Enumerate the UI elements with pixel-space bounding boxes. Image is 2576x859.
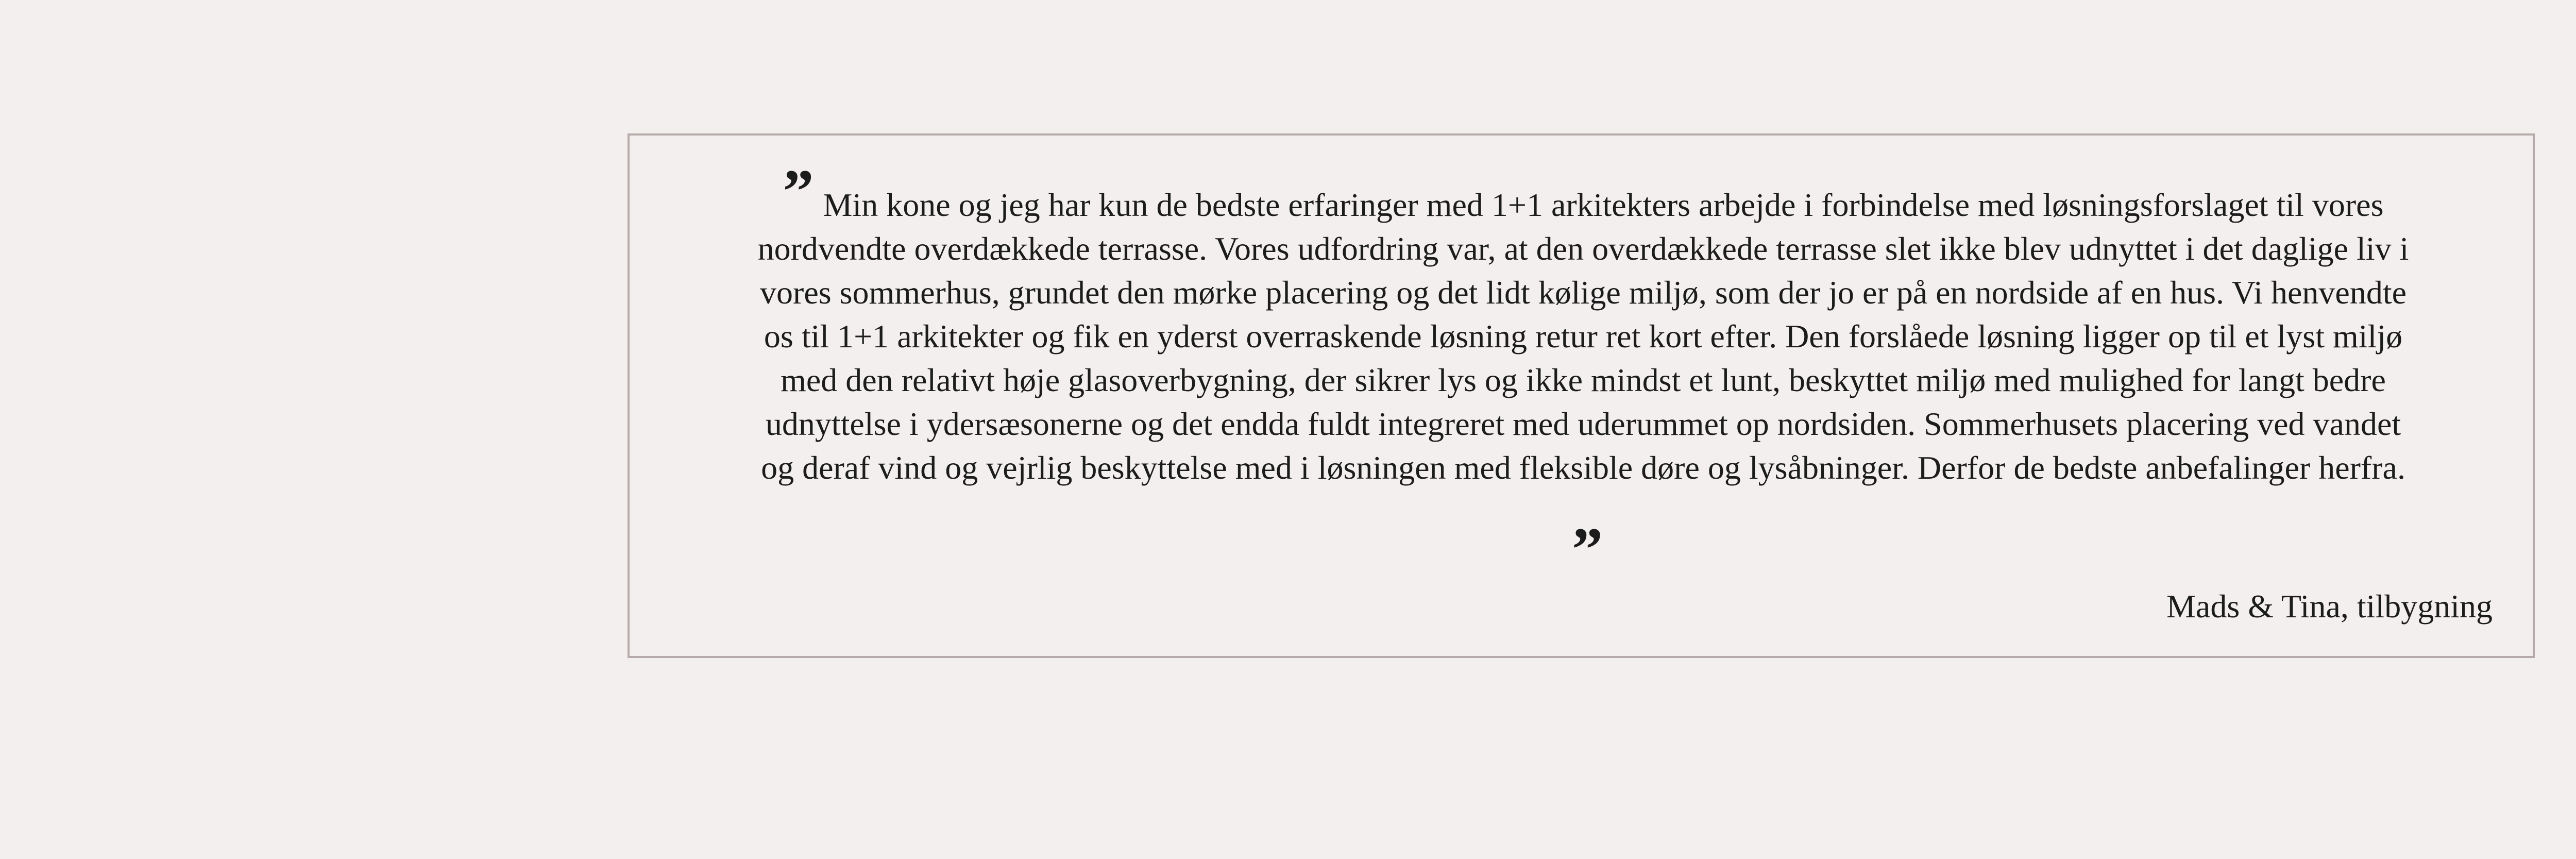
testimonial-card [628,133,2535,658]
testimonial-text: Min kone og jeg har kun de bedste erfaringer med 1+1 arkitekters arbejde i forbindelse med løsningsforslaget til vores nordvendte overdækkede terrasse. Vores udfordring var, at den overdækkede terrasse slet ikke blev udnyttet i det daglige liv i vores sommerhus, grundet den mørke placering og det lidt kølige miljø, som der jo er på en nordside af en hus. Vi henvendte os til 1+1 arkitekter og fik en yderst overraskende løsning retur ret kort efter. Den forslåede løsning ligger op til et lyst miljø med den relativt høje glasoverbygning, der sikrer lys og ikke mindst et lunt, beskyttet miljø med mulighed for langt bedre udnyttelse i ydersæsonerne og det endda fuldt integreret med uderummet op nordsiden. Sommerhusets placering ved vandet og deraf vind og vejrlig beskyttelse med i løsningen med fleksible døre og lysåbninger. Derfor de bedste anbefalinger herfra. [757,187,2409,486]
testimonial-quote: ” Min kone og jeg har kun de bedste erfaringer med 1+1 arkitekters arbejde i forbindelse med løsningsforslaget til vores nordvendte overdækkede terrasse. Vores udfordring var, at den overdækkede terrasse slet ikke blev udnyttet i det daglige liv i vores sommerhus, grundet den mørke placering og det lidt kølige miljø, som der jo er på en nordside af en hus. Vi henvendte os til 1+1 arkitekter og fik en yderst overraskende løsning retur ret kort efter. Den forslåede løsning ligger op til et lyst miljø med den relativt høje glasoverbygning, der sikrer lys og ikke mindst et lunt, beskyttet miljø med mulighed for langt bedre udnyttelse i ydersæsonerne og det endda fuldt integreret med uderummet op nordsiden. Sommerhusets placering ved vandet og deraf vind og vejrlig beskyttelse med i løsningen med fleksible døre og lysåbninger. Derfor de bedste anbefalinger herfra.„ [757,157,2409,551]
testimonial-author: Mads & Tina, tilbygning [2166,588,2493,625]
